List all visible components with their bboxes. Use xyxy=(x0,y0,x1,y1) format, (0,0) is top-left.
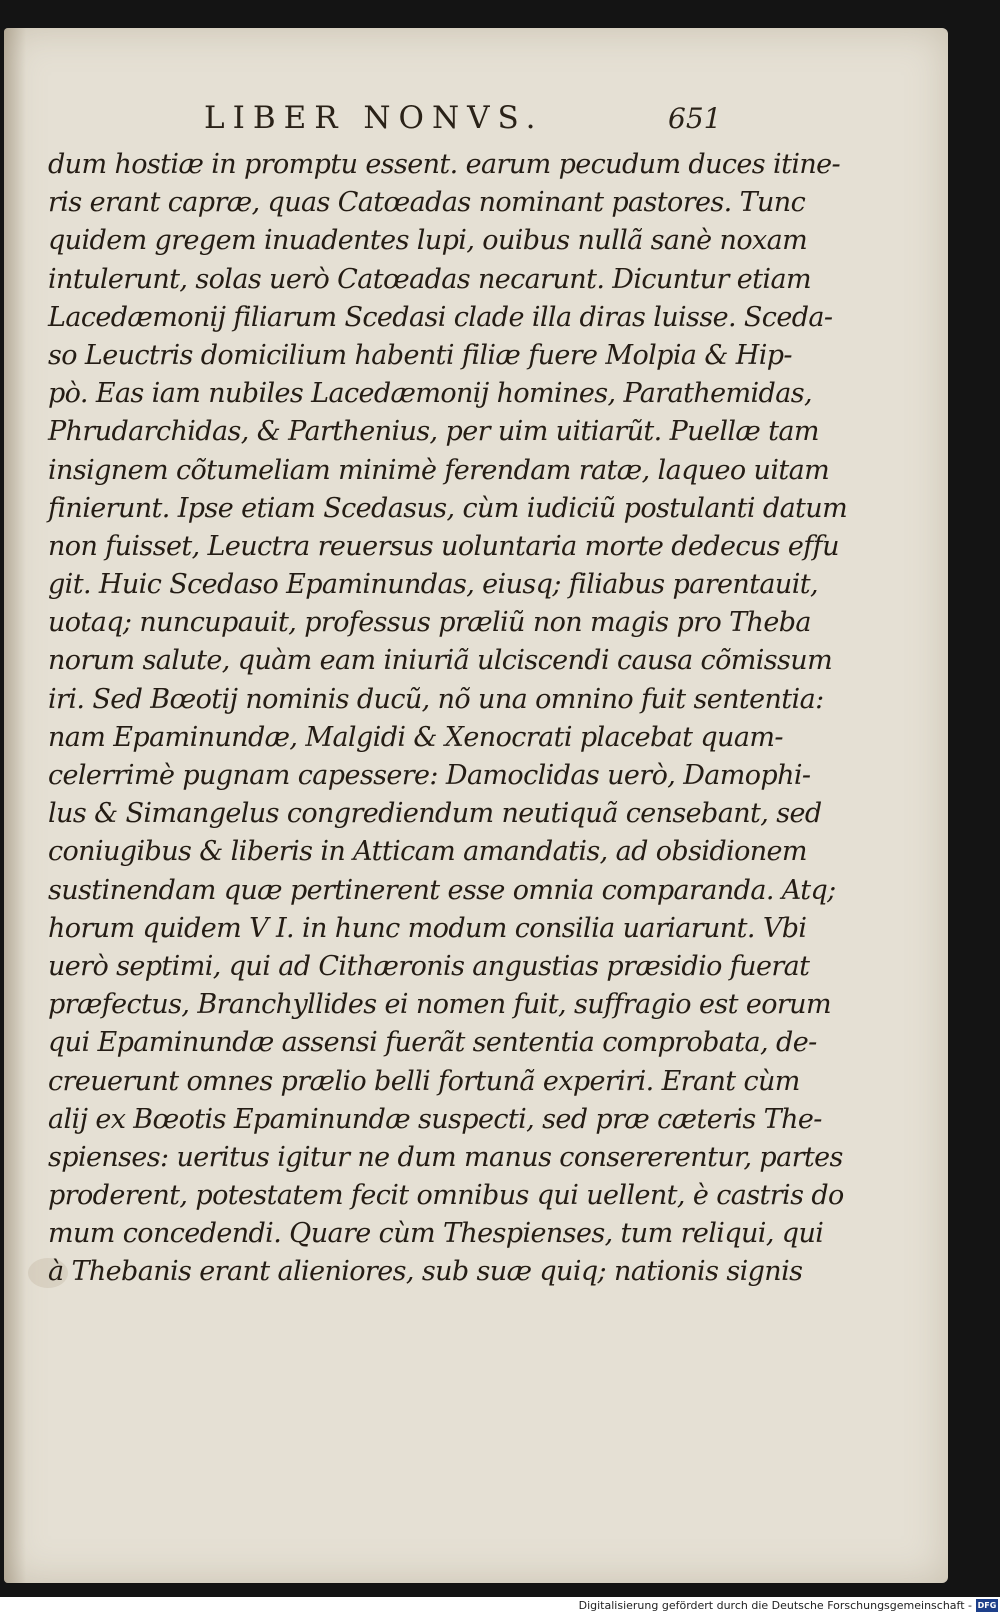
running-head: LIBER NONVS. xyxy=(204,100,544,136)
body-text xyxy=(48,146,848,1292)
text-line: coniugibus & liberis in Atticam amandatis, ad obsidionem xyxy=(48,836,807,868)
text-line: præfectus, Branchyllides ei nomen fuit, suffragio est eorum xyxy=(48,989,831,1021)
funding-credit: Digitalisierung gefördert durch die Deutsche Forschungsgemeinschaft - xyxy=(578,1599,972,1612)
text-line: creuerunt omnes prælio belli fortunã experiri. Erant cùm xyxy=(48,1065,800,1097)
text-line: finierunt. Ipse etiam Scedasus, cùm iudiciũ postulanti datum xyxy=(48,492,848,524)
funding-footer xyxy=(0,1597,1000,1617)
text-line: non fuisset, Leuctra reuersus uoluntaria morte dedecus effu xyxy=(48,530,839,562)
text-line: proderent, potestatem fecit omnibus qui uellent, è castris do xyxy=(48,1180,844,1212)
page-number: 651 xyxy=(668,102,722,135)
text-line: Lacedæmonij filiarum Scedasi clade illa diras luisse. Sceda- xyxy=(48,301,833,333)
text-line: iri. Sed Bœotij nominis ducũ, nõ una omnino fuit sententia: xyxy=(48,683,824,715)
text-line: qui Epaminundæ assensi fuerãt sententia comprobata, de- xyxy=(48,1027,817,1059)
text-line: spienses: ueritus igitur ne dum manus consererentur, partes xyxy=(48,1141,843,1173)
text-line: so Leuctris domicilium habenti filiæ fuere Molpia & Hip- xyxy=(48,339,792,371)
text-line: sustinendam quæ pertinerent esse omnia comparanda. Atq; xyxy=(48,874,836,906)
text-line: norum salute, quàm eam iniuriã ulciscendi causa cõmissum xyxy=(48,645,833,677)
text-line: quidem gregem inuadentes lupi, ouibus nullã sanè noxam xyxy=(48,225,808,257)
text-line: horum quidem V I. in hunc modum consilia uariarunt. Vbi xyxy=(48,912,807,944)
text-line: uerò septimi, qui ad Cithæronis angustias præsidio fuerat xyxy=(48,950,810,982)
text-line: pò. Eas iam nubiles Lacedæmonij homines, Parathemidas, xyxy=(48,378,812,410)
text-line: mum concedendi. Quare cùm Thespienses, tum reliqui, qui xyxy=(48,1218,824,1250)
text-line: Phrudarchidas, & Parthenius, per uim uitiarũt. Puellæ tam xyxy=(48,416,819,448)
text-line: nam Epaminundæ, Malgidi & Xenocrati placebat quam- xyxy=(48,721,783,753)
text-line: git. Huic Scedaso Epaminundas, eiusq; filiabus parentauit, xyxy=(48,569,818,601)
page-gutter-shadow xyxy=(4,28,26,1583)
text-line: insignem cõtumeliam minimè ferendam ratæ, laqueo uitam xyxy=(48,454,830,486)
text-line: intulerunt, solas uerò Catœadas necarunt. Dicuntur etiam xyxy=(48,263,811,295)
text-line: uotaq; nuncupauit, professus præliũ non magis pro Theba xyxy=(48,607,811,639)
book-page xyxy=(4,28,948,1583)
dfg-logo: DFG xyxy=(977,1601,997,1610)
text-line: lus & Simangelus congrediendum neutiquã censebant, sed xyxy=(48,798,822,830)
text-line: ris erant capræ, quas Catœadas nominant pastores. Tunc xyxy=(48,187,806,219)
text-line: alij ex Bœotis Epaminundæ suspecti, sed præ cæteris The- xyxy=(48,1103,822,1135)
text-line: celerrimè pugnam capessere: Damoclidas uerò, Damophi- xyxy=(48,760,811,791)
text-line: à Thebanis erant alieniores, sub suæ quiq; nationis signis xyxy=(48,1256,803,1288)
text-line: dum hostiæ in promptu essent. earum pecudum duces itine- xyxy=(48,149,841,180)
